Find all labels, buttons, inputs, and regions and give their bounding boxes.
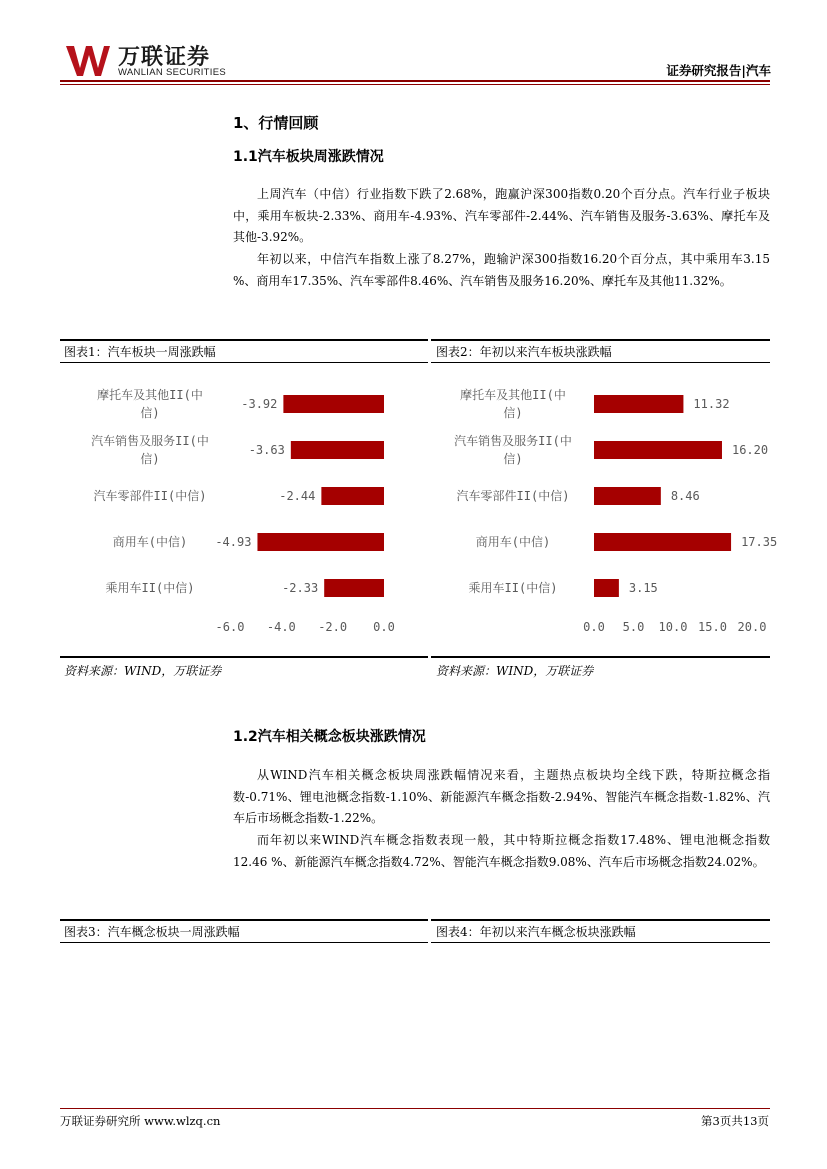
category-label: 商用车(中信) — [475, 535, 551, 549]
paragraph: 上周汽车（中信）行业指数下跌了2.68%，跑赢沪深300指数0.20个百分点。汽车行业子板块中，乘用车板块-2.33%、商用车-4.93%、汽车零部件-2.44%、汽车销售及服务-3.63%、摩托车及其他-3.92%。 — [233, 187, 770, 245]
header-divider — [60, 80, 770, 82]
header-divider-thin — [60, 84, 770, 85]
category-label: 汽车销售及服务II(中 — [454, 434, 572, 448]
subsection-title-1-1: 1.1汽车板块周涨跌情况 — [233, 149, 384, 165]
paragraph-block-1-1 — [233, 184, 770, 293]
category-label: 摩托车及其他II(中 — [97, 388, 203, 402]
category-label: 乘用车II(中信) — [105, 581, 195, 595]
subsection-title-1-2: 1.2汽车相关概念板块涨跌情况 — [233, 729, 426, 745]
paragraph: 从WIND汽车相关概念板块周涨跌幅情况来看，主题热点板块均全线下跌，特斯拉概念指数-0.71%、锂电池概念指数-1.10%、新能源汽车概念指数-2.94%、智能汽车概念指数-1.82%、汽车后市场概念指数-1.22%。 — [233, 768, 770, 826]
category-label: 商用车(中信) — [112, 535, 188, 549]
bar — [321, 487, 384, 505]
figure-bottom-rule — [60, 656, 428, 658]
axis-tick-label: 0.0 — [583, 620, 605, 634]
axis-tick-label: 5.0 — [622, 620, 645, 634]
chart-ytd-sector-change — [431, 364, 778, 654]
bar — [594, 487, 661, 505]
figure-top-rule — [60, 919, 428, 921]
report-type-label: 证券研究报告|汽车 — [666, 63, 771, 78]
bar — [257, 533, 384, 551]
bar — [594, 395, 683, 413]
bar — [324, 579, 384, 597]
category-label: 汽车零部件II(中信) — [456, 489, 570, 503]
figure-3-title: 图表3：汽车概念板块一周涨跌幅 — [64, 925, 240, 939]
category-label: 摩托车及其他II(中 — [460, 388, 566, 402]
data-label: -2.44 — [279, 489, 316, 503]
axis-tick-label: 10.0 — [658, 620, 688, 634]
paragraph: 年初以来，中信汽车指数上涨了8.27%，跑输沪深300指数16.20个百分点，其中乘用车3.15 %、商用车17.35%、汽车零部件8.46%、汽车销售及服务16.20%、摩托车及其他11.32%。 — [233, 252, 770, 288]
chart-weekly-sector-change — [60, 364, 428, 654]
data-label: 8.46 — [670, 489, 700, 503]
page-number: 第3页共13页 — [701, 1114, 769, 1128]
category-label: 信) — [140, 406, 160, 420]
bar — [594, 533, 731, 551]
bar — [594, 579, 619, 597]
category-label: 信) — [503, 452, 523, 466]
category-label: 信) — [503, 406, 523, 420]
category-label: 汽车零部件II(中信) — [93, 489, 207, 503]
footer-institute: 万联证券研究所 www.wlzq.cn — [60, 1114, 221, 1128]
figure-title-rule — [431, 362, 770, 363]
figure-title-rule — [60, 942, 428, 943]
figure-top-rule — [60, 339, 428, 341]
logo-english-name: WANLIAN SECURITIES — [118, 67, 226, 78]
figure-title-rule — [60, 362, 428, 363]
data-label: 17.35 — [741, 535, 778, 549]
data-label: 16.20 — [731, 443, 769, 457]
figure-1-source: 资料来源：WIND，万联证券 — [64, 664, 222, 678]
axis-tick-label: 20.0 — [737, 620, 767, 634]
paragraph-block-1-2 — [233, 765, 770, 874]
wanlian-logo-mark — [66, 46, 110, 76]
section-title: 1、行情回顾 — [233, 114, 319, 132]
data-label: -2.33 — [282, 581, 319, 595]
category-label: 信) — [140, 452, 160, 466]
data-label: -3.63 — [248, 443, 285, 457]
bar — [283, 395, 384, 413]
axis-tick-label: -6.0 — [215, 620, 245, 634]
bar — [594, 441, 722, 459]
category-label: 乘用车II(中信) — [468, 581, 558, 595]
paragraph: 而年初以来WIND汽车概念指数表现一般，其中特斯拉概念指数17.48%、锂电池概念指数12.46 %、新能源汽车概念指数4.72%、智能汽车概念指数9.08%、汽车后市场概念指数24.02%。 — [233, 833, 770, 869]
data-label: 3.15 — [628, 581, 658, 595]
figure-4-title: 图表4：年初以来汽车概念板块涨跌幅 — [436, 925, 636, 939]
logo-chinese-name: 万联证券 — [118, 45, 211, 70]
figure-1-title: 图表1：汽车板块一周涨跌幅 — [64, 345, 216, 359]
figure-top-rule — [431, 919, 770, 921]
data-label: -4.93 — [215, 535, 252, 549]
figure-2-source: 资料来源：WIND，万联证券 — [436, 664, 594, 678]
category-label: 汽车销售及服务II(中 — [91, 434, 209, 448]
axis-tick-label: -4.0 — [266, 620, 296, 634]
axis-tick-label: 0.0 — [373, 620, 395, 634]
axis-tick-label: 15.0 — [698, 620, 727, 634]
axis-tick-label: -2.0 — [318, 620, 348, 634]
data-label: 11.32 — [693, 397, 730, 411]
figure-top-rule — [431, 339, 770, 341]
figure-title-rule — [431, 942, 770, 943]
data-label: -3.92 — [241, 397, 278, 411]
figure-bottom-rule — [431, 656, 770, 658]
footer-divider — [60, 1108, 770, 1109]
bar — [291, 441, 384, 459]
figure-2-title: 图表2：年初以来汽车板块涨跌幅 — [436, 345, 612, 359]
